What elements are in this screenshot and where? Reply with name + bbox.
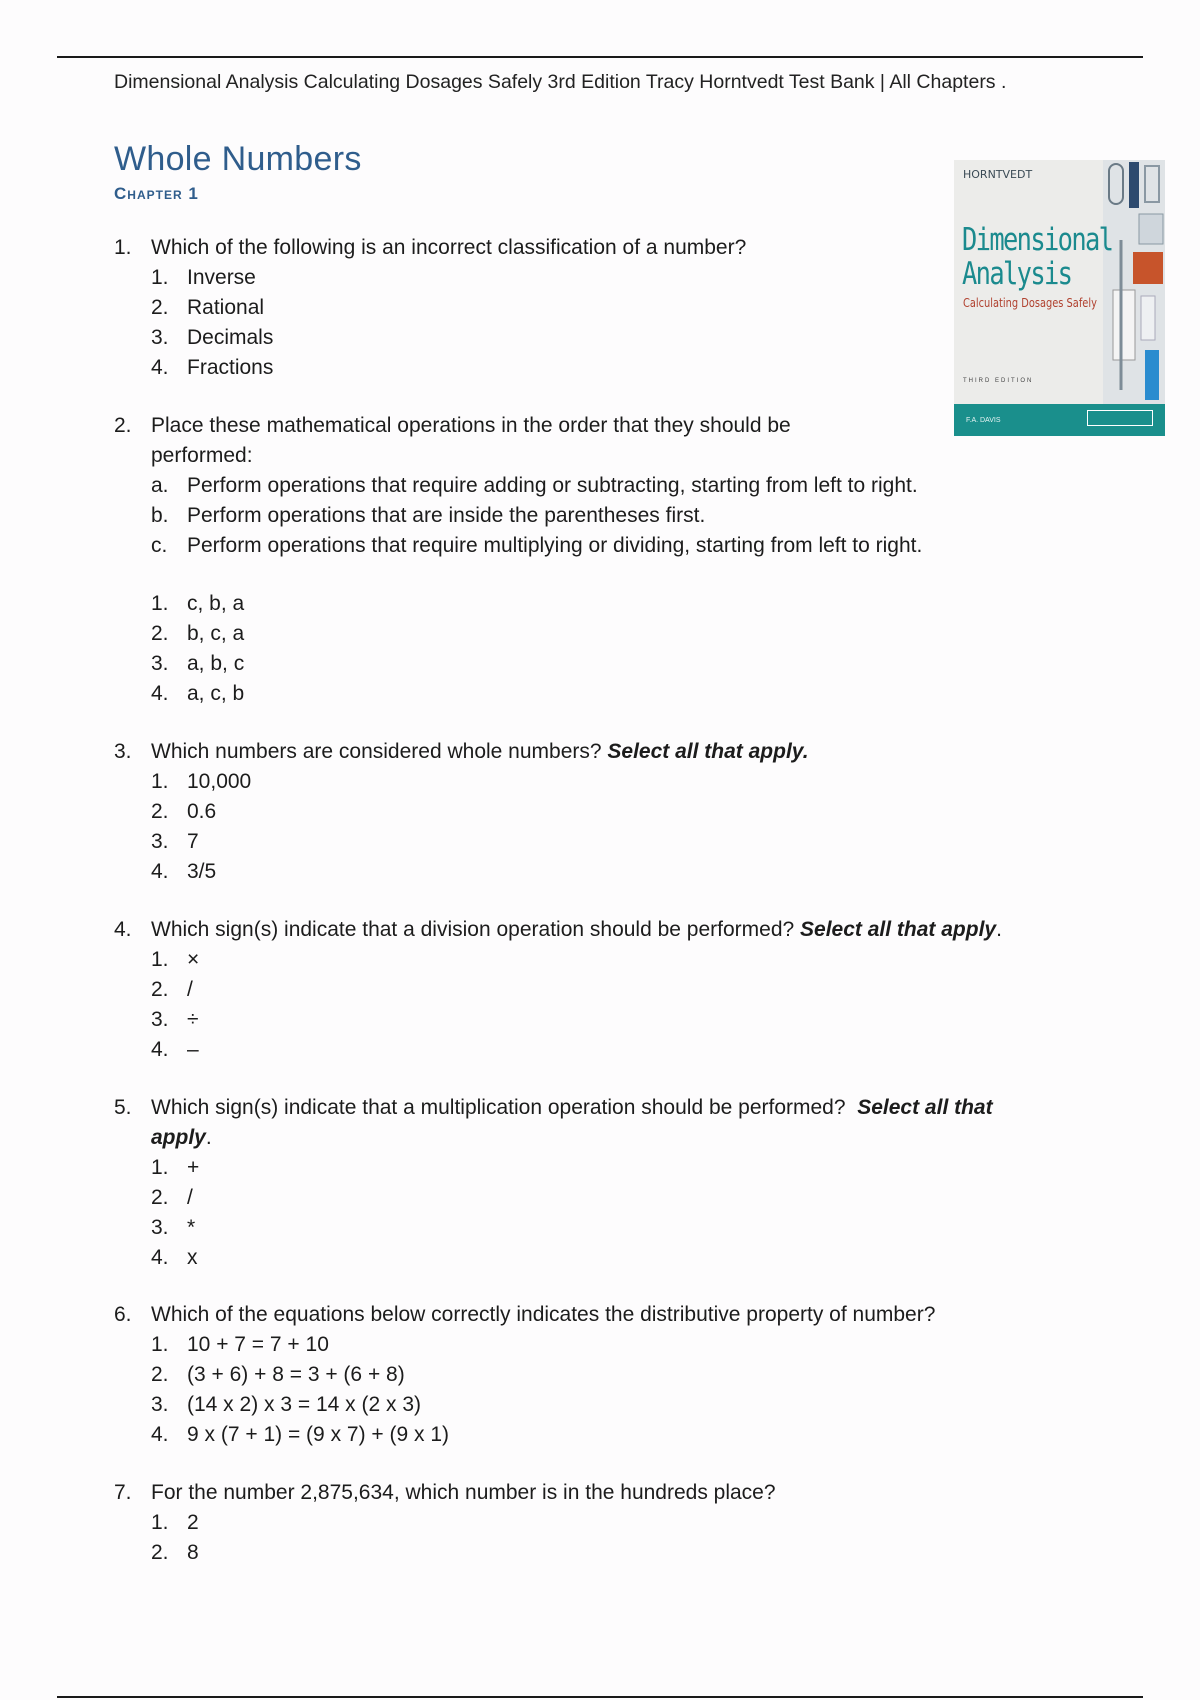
answer-option: [114, 353, 1044, 383]
option-text: Inverse: [187, 266, 256, 289]
option-number: 1.: [151, 592, 169, 615]
option-text: 0.6: [187, 800, 217, 823]
chapter-subtitle: Chapter 1: [114, 184, 199, 203]
option-text: Decimals: [187, 326, 274, 349]
question-number: 6.: [114, 1303, 132, 1326]
option-number: 1.: [151, 1511, 169, 1534]
cover-title-line2: Analysis: [962, 256, 1072, 292]
option-text: Rational: [187, 296, 265, 319]
option-number: 2.: [151, 800, 169, 823]
option-number: 2.: [151, 296, 169, 319]
note-period: .: [996, 918, 1002, 941]
option-number: 2.: [151, 1363, 169, 1386]
option-text: c, b, a: [187, 592, 245, 615]
question-text: Which sign(s) indicate that a multiplication operation should be performed?: [151, 1096, 858, 1119]
option-number: 3.: [151, 1008, 169, 1031]
answer-option: [114, 263, 1044, 293]
question-4: [114, 915, 1044, 1065]
option-number: 1.: [151, 948, 169, 971]
option-text: ×: [187, 948, 200, 971]
cover-publisher: F.A. DAVIS: [966, 417, 1001, 424]
option-text: ÷: [187, 1008, 199, 1031]
question-number: 1.: [114, 236, 132, 259]
cover-badge: [1087, 410, 1153, 426]
answer-option: [114, 649, 1044, 679]
select-all-note: Select all that apply.: [607, 740, 809, 763]
step-letter: c.: [151, 534, 168, 557]
cover-edition: THIRD EDITION: [963, 378, 1034, 384]
step-letter: a.: [151, 474, 169, 497]
question-5: [114, 1093, 1054, 1273]
step-text: Perform operations that are inside the parentheses first.: [187, 504, 706, 527]
option-text: 8: [187, 1541, 199, 1564]
option-text: +: [187, 1156, 200, 1179]
question-number: 7.: [114, 1481, 132, 1504]
option-number: 1.: [151, 1156, 169, 1179]
answer-option: [114, 1390, 1044, 1420]
answer-option: [114, 975, 1044, 1005]
option-text: (14 x 2) x 3 = 14 x (2 x 3): [187, 1393, 422, 1416]
option-text: –: [187, 1038, 199, 1061]
option-text: 3/5: [187, 860, 217, 883]
option-text: x: [187, 1246, 198, 1269]
option-number: 4.: [151, 356, 169, 379]
step-text: Perform operations that require adding or subtracting, starting from left to right.: [187, 474, 918, 497]
answer-option: [114, 1183, 1054, 1213]
option-number: 3.: [151, 1393, 169, 1416]
chapter-title: Whole Numbers: [114, 140, 362, 178]
question-text: Which of the following is an incorrect classification of a number?: [151, 236, 747, 259]
option-number: 2.: [151, 1186, 169, 1209]
operation-step: [114, 531, 1044, 561]
cover-artwork: [1103, 160, 1165, 404]
option-number: 2.: [151, 622, 169, 645]
question-3: [114, 737, 1044, 887]
option-number: 1.: [151, 1333, 169, 1356]
answer-option: [114, 1330, 1044, 1360]
answer-option: [114, 1035, 1044, 1065]
operation-step: [114, 501, 1044, 531]
question-text: Which numbers are considered whole numbers?: [151, 740, 608, 763]
cover-subtitle: Calculating Dosages Safely: [963, 296, 1097, 310]
option-text: 9 x (7 + 1) = (9 x 7) + (9 x 1): [187, 1423, 450, 1446]
option-text: b, c, a: [187, 622, 245, 645]
option-number: 4.: [151, 1038, 169, 1061]
answer-option: [114, 1360, 1044, 1390]
option-number: 3.: [151, 652, 169, 675]
answer-option: [114, 1243, 1054, 1273]
answer-option: [114, 827, 1044, 857]
answer-option: [114, 1153, 1054, 1183]
option-text: (3 + 6) + 8 = 3 + (6 + 8): [187, 1363, 405, 1386]
answer-option: [114, 679, 1044, 709]
cover-title-line1: Dimensional: [962, 222, 1113, 258]
answer-option: [114, 945, 1044, 975]
question-2: [114, 411, 1044, 709]
option-number: 3.: [151, 830, 169, 853]
question-text: Place these mathematical operations in the order that they should be performed:: [151, 414, 791, 467]
option-number: 3.: [151, 1216, 169, 1239]
answer-option: [114, 1005, 1044, 1035]
option-text: Fractions: [187, 356, 274, 379]
option-text: /: [187, 978, 193, 1001]
step-text: Perform operations that require multiplying or dividing, starting from left to right.: [187, 534, 923, 557]
header-rule: [57, 56, 1143, 58]
note-period: .: [205, 1126, 212, 1149]
answer-option: [114, 1538, 1044, 1568]
answer-option: [114, 293, 1044, 323]
answer-option: [114, 323, 1044, 353]
option-number: 4.: [151, 682, 169, 705]
option-text: *: [187, 1216, 196, 1239]
answer-option: [114, 1420, 1044, 1450]
option-text: 2: [187, 1511, 199, 1534]
select-all-note: Select all that apply: [151, 1096, 993, 1149]
option-number: 4.: [151, 1246, 169, 1269]
running-header: Dimensional Analysis Calculating Dosages Safely 3rd Edition Tracy Horntvedt Test Bank | All Chapters .: [114, 71, 1007, 93]
answer-option: [114, 857, 1044, 887]
answer-option: [114, 1213, 1054, 1243]
question-7: [114, 1478, 1044, 1568]
select-all-note: Select all that apply: [800, 918, 997, 941]
question-text: Which sign(s) indicate that a division operation should be performed?: [151, 918, 801, 941]
question-6: [114, 1300, 1044, 1450]
option-number: 1.: [151, 266, 169, 289]
option-number: 1.: [151, 770, 169, 793]
answer-option: [114, 1508, 1044, 1538]
footer-rule: [57, 1696, 1143, 1698]
question-number: 4.: [114, 918, 132, 941]
option-number: 4.: [151, 860, 169, 883]
option-number: 3.: [151, 326, 169, 349]
option-text: /: [187, 1186, 193, 1209]
question-number: 3.: [114, 740, 132, 763]
option-number: 2.: [151, 1541, 169, 1564]
question-number: 2.: [114, 414, 132, 437]
option-text: a, b, c: [187, 652, 245, 675]
option-text: a, c, b: [187, 682, 245, 705]
cover-author: HORNTVEDT: [963, 168, 1033, 181]
question-1: [114, 233, 1044, 383]
option-text: 10,000: [187, 770, 252, 793]
question-text: For the number 2,875,634, which number is in the hundreds place?: [151, 1481, 776, 1504]
option-number: 2.: [151, 978, 169, 1001]
option-number: 4.: [151, 1423, 169, 1446]
question-number: 5.: [114, 1096, 132, 1119]
answer-option: [114, 589, 1044, 619]
answer-option: [114, 797, 1044, 827]
step-letter: b.: [151, 504, 169, 527]
option-text: 10 + 7 = 7 + 10: [187, 1333, 329, 1356]
answer-option: [114, 619, 1044, 649]
answer-option: [114, 767, 1044, 797]
operation-step: [114, 471, 1044, 501]
question-text: Which of the equations below correctly indicates the distributive property of number?: [151, 1303, 936, 1326]
option-text: 7: [187, 830, 199, 853]
